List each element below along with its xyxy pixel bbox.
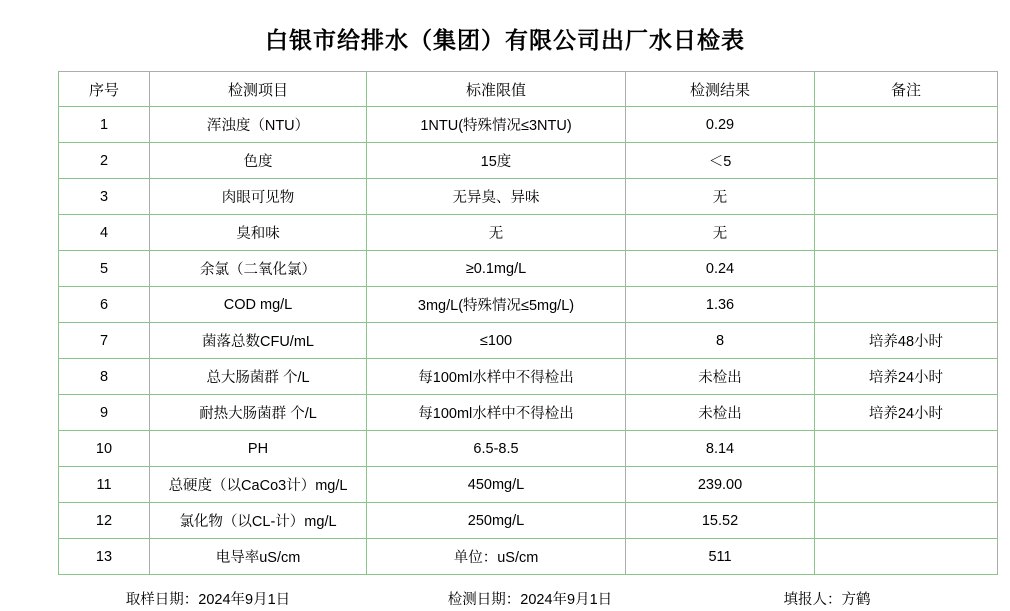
cell-item: 浑浊度（NTU） (150, 107, 367, 143)
cell-remark (815, 467, 998, 503)
cell-limit: 450mg/L (367, 467, 626, 503)
cell-item: 总硬度（以CaCo3计）mg/L (150, 467, 367, 503)
cell-limit: 无 (367, 215, 626, 251)
document-footer (0, 588, 1010, 609)
test-date-label: 检测日期：2024年9月1日 (447, 592, 613, 608)
cell-result: 8 (626, 323, 815, 359)
cell-item: PH (150, 431, 367, 467)
water-quality-table (58, 71, 998, 575)
cell-item: 臭和味 (150, 215, 367, 251)
cell-result: 0.29 (626, 107, 815, 143)
cell-result: 511 (626, 539, 815, 575)
cell-limit: 1NTU(特殊情况≤3NTU) (367, 107, 626, 143)
cell-remark (815, 431, 998, 467)
cell-no: 7 (59, 323, 150, 359)
cell-no: 4 (59, 215, 150, 251)
cell-item: 肉眼可见物 (150, 179, 367, 215)
cell-no: 3 (59, 179, 150, 215)
cell-remark (815, 179, 998, 215)
table-row (59, 215, 998, 251)
table-row (59, 287, 998, 323)
table-row (59, 251, 998, 287)
cell-no: 6 (59, 287, 150, 323)
cell-no: 13 (59, 539, 150, 575)
header-cell-no: 序号 (59, 72, 150, 107)
cell-limit: 每100ml水样中不得检出 (367, 395, 626, 431)
table-header (59, 72, 998, 107)
header-cell-result: 检测结果 (626, 72, 815, 107)
cell-result: 未检出 (626, 395, 815, 431)
cell-result: 未检出 (626, 359, 815, 395)
page-title: 白银市给排水（集团）有限公司出厂水日检表 (265, 27, 745, 53)
table-row (59, 539, 998, 575)
cell-no: 9 (59, 395, 150, 431)
cell-item: 余氯（二氧化氯） (150, 251, 367, 287)
table-row (59, 431, 998, 467)
cell-limit: 无异臭、异味 (367, 179, 626, 215)
cell-item: 菌落总数CFU/mL (150, 323, 367, 359)
cell-remark (815, 287, 998, 323)
report-table-container (0, 71, 1010, 575)
cell-remark: 培养24小时 (815, 395, 998, 431)
cell-limit: 6.5-8.5 (367, 431, 626, 467)
cell-result: 无 (626, 215, 815, 251)
cell-item: 色度 (150, 143, 367, 179)
cell-limit: 3mg/L(特殊情况≤5mg/L) (367, 287, 626, 323)
cell-item: 耐热大肠菌群 个/L (150, 395, 367, 431)
table-row (59, 359, 998, 395)
sample-date-label: 取样日期：2024年9月1日 (125, 592, 291, 608)
cell-limit: 250mg/L (367, 503, 626, 539)
cell-no: 10 (59, 431, 150, 467)
table-body (59, 107, 998, 575)
cell-remark (815, 143, 998, 179)
cell-item: 总大肠菌群 个/L (150, 359, 367, 395)
cell-remark (815, 107, 998, 143)
cell-remark: 培养24小时 (815, 359, 998, 395)
cell-remark (815, 539, 998, 575)
table-row (59, 179, 998, 215)
header-cell-limit: 标准限值 (367, 72, 626, 107)
cell-result: 15.52 (626, 503, 815, 539)
table-row (59, 395, 998, 431)
header-cell-item: 检测项目 (150, 72, 367, 107)
cell-result: ＜5 (626, 143, 815, 179)
table-row (59, 143, 998, 179)
cell-limit: 15度 (367, 143, 626, 179)
cell-result: 239.00 (626, 467, 815, 503)
cell-result: 8.14 (626, 431, 815, 467)
cell-result: 无 (626, 179, 815, 215)
cell-limit: ≤100 (367, 323, 626, 359)
table-row (59, 323, 998, 359)
cell-no: 12 (59, 503, 150, 539)
table-row (59, 503, 998, 539)
cell-no: 11 (59, 467, 150, 503)
cell-remark: 培养48小时 (815, 323, 998, 359)
table-row (59, 467, 998, 503)
cell-item: 氯化物（以CL-计）mg/L (150, 503, 367, 539)
table-row (59, 107, 998, 143)
cell-limit: ≥0.1mg/L (367, 251, 626, 287)
cell-result: 0.24 (626, 251, 815, 287)
table-header-row (59, 72, 998, 107)
cell-remark (815, 215, 998, 251)
cell-remark (815, 251, 998, 287)
cell-remark (815, 503, 998, 539)
reporter-label: 填报人：方鹤 (783, 592, 871, 608)
cell-limit: 每100ml水样中不得检出 (367, 359, 626, 395)
cell-no: 1 (59, 107, 150, 143)
cell-no: 2 (59, 143, 150, 179)
cell-limit: 单位：uS/cm (367, 539, 626, 575)
header-cell-remark: 备注 (815, 72, 998, 107)
cell-item: 电导率uS/cm (150, 539, 367, 575)
cell-no: 5 (59, 251, 150, 287)
cell-no: 8 (59, 359, 150, 395)
cell-item: COD mg/L (150, 287, 367, 323)
cell-result: 1.36 (626, 287, 815, 323)
